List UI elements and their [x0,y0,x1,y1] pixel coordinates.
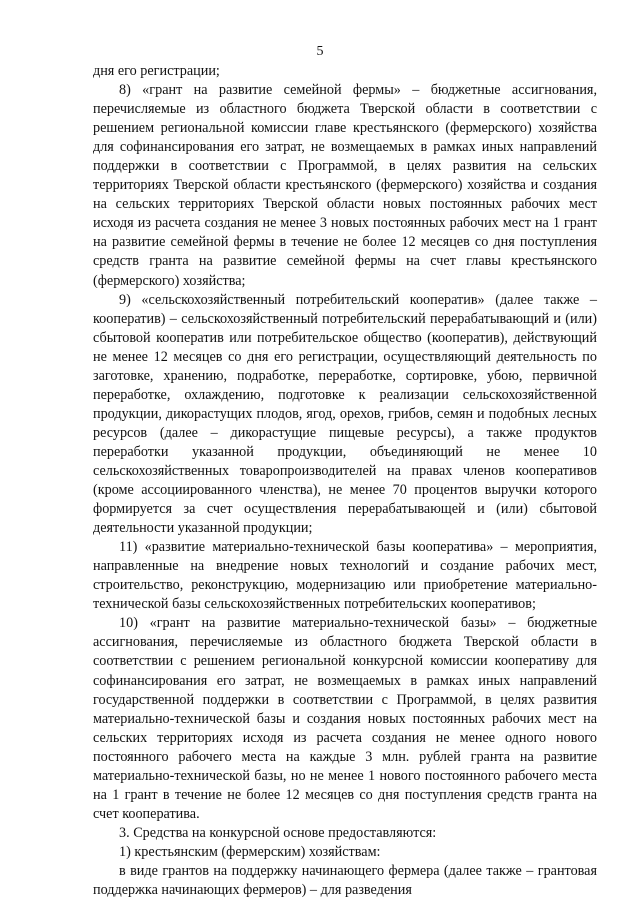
paragraph-item-9: 9) «сельскохозяйственный потребительский кооператив» (далее также – кооператив) – сельскохозяйственный потребительский перерабатывающий и (или) сбытовой кооператив или потребительское общество (кооператив), действующий не менее 12 месяцев со дня его регистрации, осуществляющий деятельность по заготовке, хранению, подработке, переработке, сортировке, убою, первичной переработке, охлаждению, подготовке к реализации сельскохозяйственной продукции, дикорастущих плодов, ягод, орехов, грибов, семян и подобных лесных ресурсов (далее – дикорастущие пищевые ресурсы), а также продуктов переработки указанной продукции, объединяющий не менее 10 сельскохозяйственных товаропроизводителей на правах членов кооперативов (кроме ассоциированного членства), не менее 70 процентов выручки которого формируется за счет осуществления перерабатывающей и (или) сбытовой деятельности указанной продукции; [93,291,597,537]
paragraph-item-8: 8) «грант на развитие семейной фермы» – бюджетные ассигнования, перечисляемые из областного бюджета Тверской области в соответствии с решением региональной комиссии главе крестьянского (фермерского) хозяйства для софинансирования его затрат, не возмещаемых в рамках иных направлений поддержки в соответствии с Программой, в целях развития на сельских территориях Тверской области крестьянского (фермерского) хозяйства и создания на сельских территориях Тверской области новых постоянных рабочих мест исходя из расчета создания не менее 3 новых постоянных рабочих мест на 1 грант на развитие семейной фермы в течение не более 12 месяцев со дня поступления средств гранта на развитие семейной фермы на счет главы крестьянского (фермерского) хозяйства; [93,82,597,289]
paragraph-subitem-1: 1) крестьянским (фермерским) хозяйствам: [119,843,381,860]
paragraph-grants: в виде грантов на поддержку начинающего фермера (далее также – грантовая поддержка начинающих фермеров) – для разведения [93,862,597,899]
paragraph-item-11: 11) «развитие материально-технической базы кооператива» – мероприятия, направленные на внедрение новых технологий и создание рабочих мест, строительство, реконструкцию, модернизацию или приобретение материально-технической базы сельскохозяйственных потребительских кооперативов; [93,539,597,613]
paragraph-continuation: дня его регистрации; [93,63,220,79]
document-body [93,62,597,900]
page-number: 5 [316,44,324,59]
paragraph-section-3: 3. Средства на конкурсной основе предоставляются: [119,824,437,841]
paragraph-item-10: 10) «грант на развитие материально-технической базы» – бюджетные ассигнования, перечисляемые из областного бюджета Тверской области в соответствии с решением региональной конкурсной комиссии кооперативу для софинансирования его затрат, не возмещаемых в рамках иных направлений государственной поддержки в соответствии с Программой, в целях развития материально-технической базы и создания новых постоянных рабочих мест на сельских территориях исходя из расчета создания не менее одного нового постоянного рабочего места на каждые 3 млн. рублей гранта на развитие материально-технической базы, но не менее 1 нового постоянного рабочего места на 1 грант в течение не более 12 месяцев со дня поступления средств гранта на счет кооператива. [93,615,597,822]
